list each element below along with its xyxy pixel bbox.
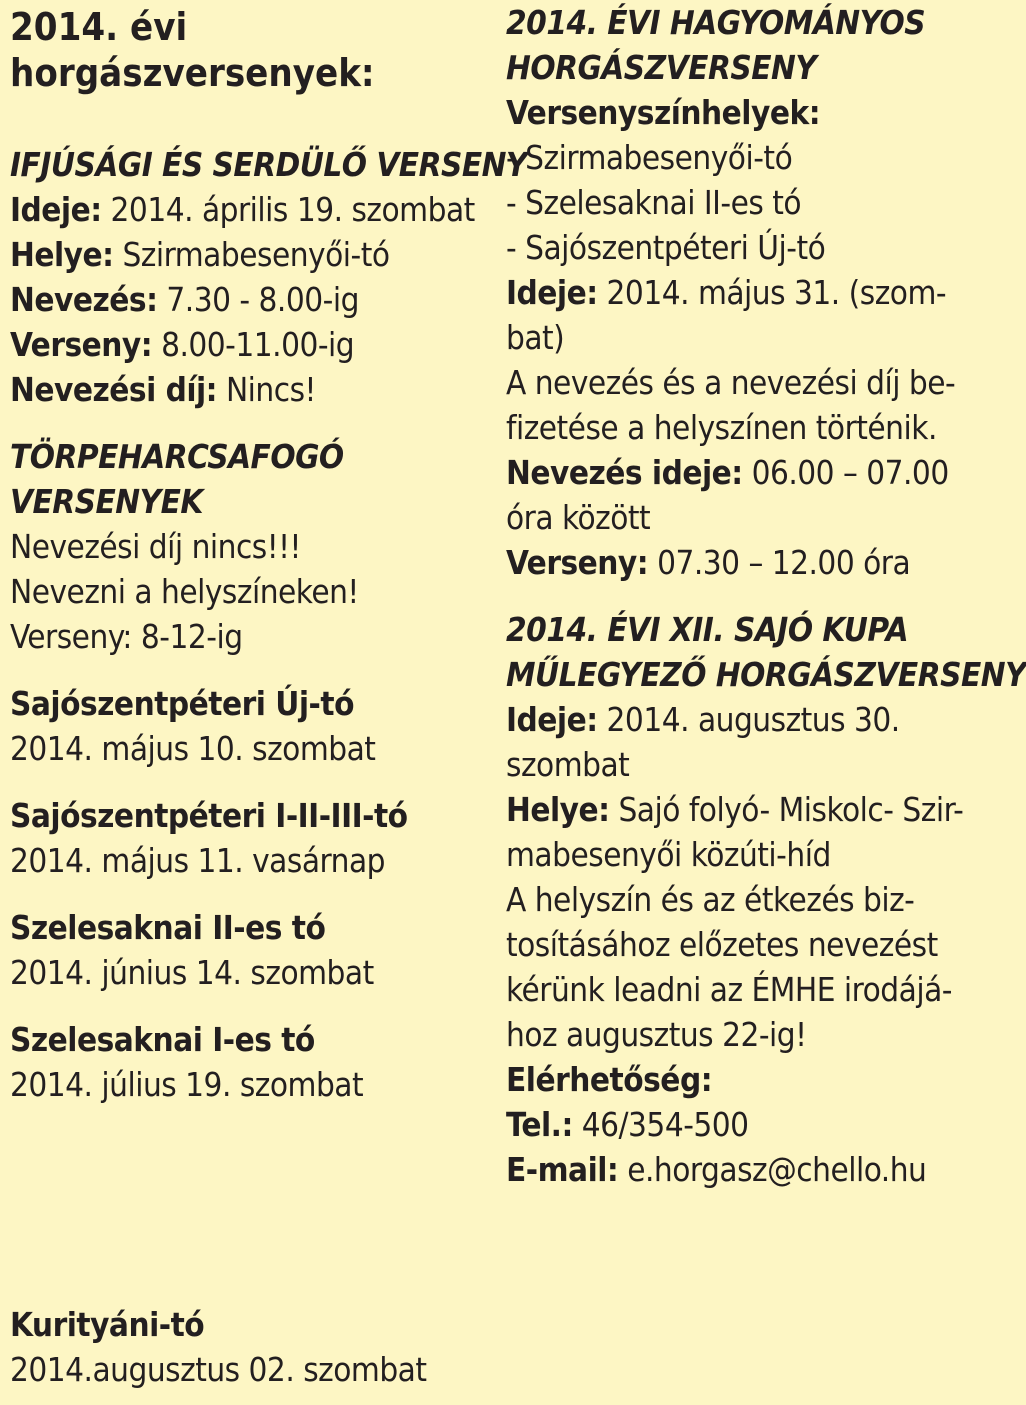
event-4	[10, 1017, 490, 1107]
event-place: Szelesaknai II-es tó	[10, 908, 326, 947]
contact-tel: Tel.: 46/354-500	[506, 1105, 749, 1144]
contact-label: Elérhetőség:	[506, 1060, 713, 1099]
kupa-heading-2: MŰLEGYEZŐ HORGÁSZVERSENY	[506, 655, 1026, 694]
event-date: 2014.augusztus 02.	[10, 1350, 295, 1389]
event-kuritya	[10, 1302, 610, 1392]
event-date: 2014. június 14.	[10, 953, 242, 992]
youth-contest: IFJÚSÁGI ÉS SERDÜLŐ VERSENY Ideje: 2014. április 19. szombat Helye: Szirmabesenyői-tó Nevezés: 7.30 - 8.00-ig Verseny: 8.00-11.00-ig Nevezési díj: Nincs!	[10, 142, 490, 412]
event-2	[10, 793, 490, 883]
page-title: 2014. évi horgászversenyek:	[10, 5, 375, 95]
left-column	[10, 0, 527, 1107]
youth-heading: IFJÚSÁGI ÉS SERDÜLŐ VERSENY	[10, 145, 527, 184]
event-place: Sajószentpéteri Új-tó	[10, 684, 354, 723]
event-day: szombat	[303, 1350, 427, 1389]
venues-label: Versenyszínhelyek:	[506, 93, 821, 132]
event-1	[10, 681, 490, 771]
event-3	[10, 905, 490, 995]
event-date: 2014. május 10.	[10, 729, 244, 768]
right-column	[506, 0, 1026, 1192]
event-place: Szelesaknai I-es tó	[10, 1020, 315, 1059]
event-date: 2014. július 19.	[10, 1065, 231, 1104]
venue-item: - Szirmabesenyői-tó	[506, 138, 793, 177]
torpe-heading-1: TÖRPEHARCSAFOGÓ	[10, 437, 344, 476]
torpe-heading-2: VERSENYEK	[10, 482, 203, 521]
contact-email: E-mail: e.horgasz@chello.hu	[506, 1150, 927, 1189]
event-day: szombat	[239, 1065, 364, 1104]
torpe-contest: TÖRPEHARCSAFOGÓ VERSENYEK Nevezési díj nincs!!! Nevezni a helyszíneken! Verseny: 8-12-ig	[10, 434, 490, 659]
venue-item: - Szelesaknai II-es tó	[506, 183, 802, 222]
traditional-contest: 2014. ÉVI HAGYOMÁNYOS HORGÁSZVERSENY Versenyszínhelyek: - Szirmabesenyői-tó - Szelesaknai II-es tó - Sajószentpéteri Új-tó Ideje: 2014. május 31. (szom- bat) A nevezés és a nevezési díj be- fizetése a helyszínen történik. Nevezés ideje: 06.00 – 07.00 óra között Verseny: 07.30 – 12.00 óra	[506, 0, 958, 585]
email-address: e.horgasz@chello.hu	[618, 1150, 927, 1189]
event-place: Kurityáni-tó	[10, 1305, 205, 1344]
event-date: 2014. május 11.	[10, 841, 244, 880]
trad-heading-1: 2014. ÉVI HAGYOMÁNYOS	[506, 3, 926, 42]
event-day: vasárnap	[252, 841, 386, 880]
saj-kupa-contest: 2014. ÉVI XII. SAJÓ KUPA MŰLEGYEZŐ HORGÁSZVERSENY Ideje: 2014. augusztus 30. szombat Helye: Sajó folyó- Miskolc- Szir- mabesenyői közúti-híd A helyszín és az étkezés biz- tosításához előzetes nevezést kérünk leadni az ÉMHE irodájá- hoz augusztus 22-ig! Elérhetőség: Tel.: 46/354-500 E-mail: e.horgasz@chello.hu	[506, 607, 958, 1192]
kupa-heading-1: 2014. ÉVI XII. SAJÓ KUPA	[506, 610, 909, 649]
venue-item: - Sajószentpéteri Új-tó	[506, 228, 826, 267]
trad-heading-2: HORGÁSZVERSENY	[506, 48, 817, 87]
event-day: szombat	[252, 729, 376, 768]
event-day: szombat	[250, 953, 374, 992]
event-place: Sajószentpéteri I-II-III-tó	[10, 796, 408, 835]
